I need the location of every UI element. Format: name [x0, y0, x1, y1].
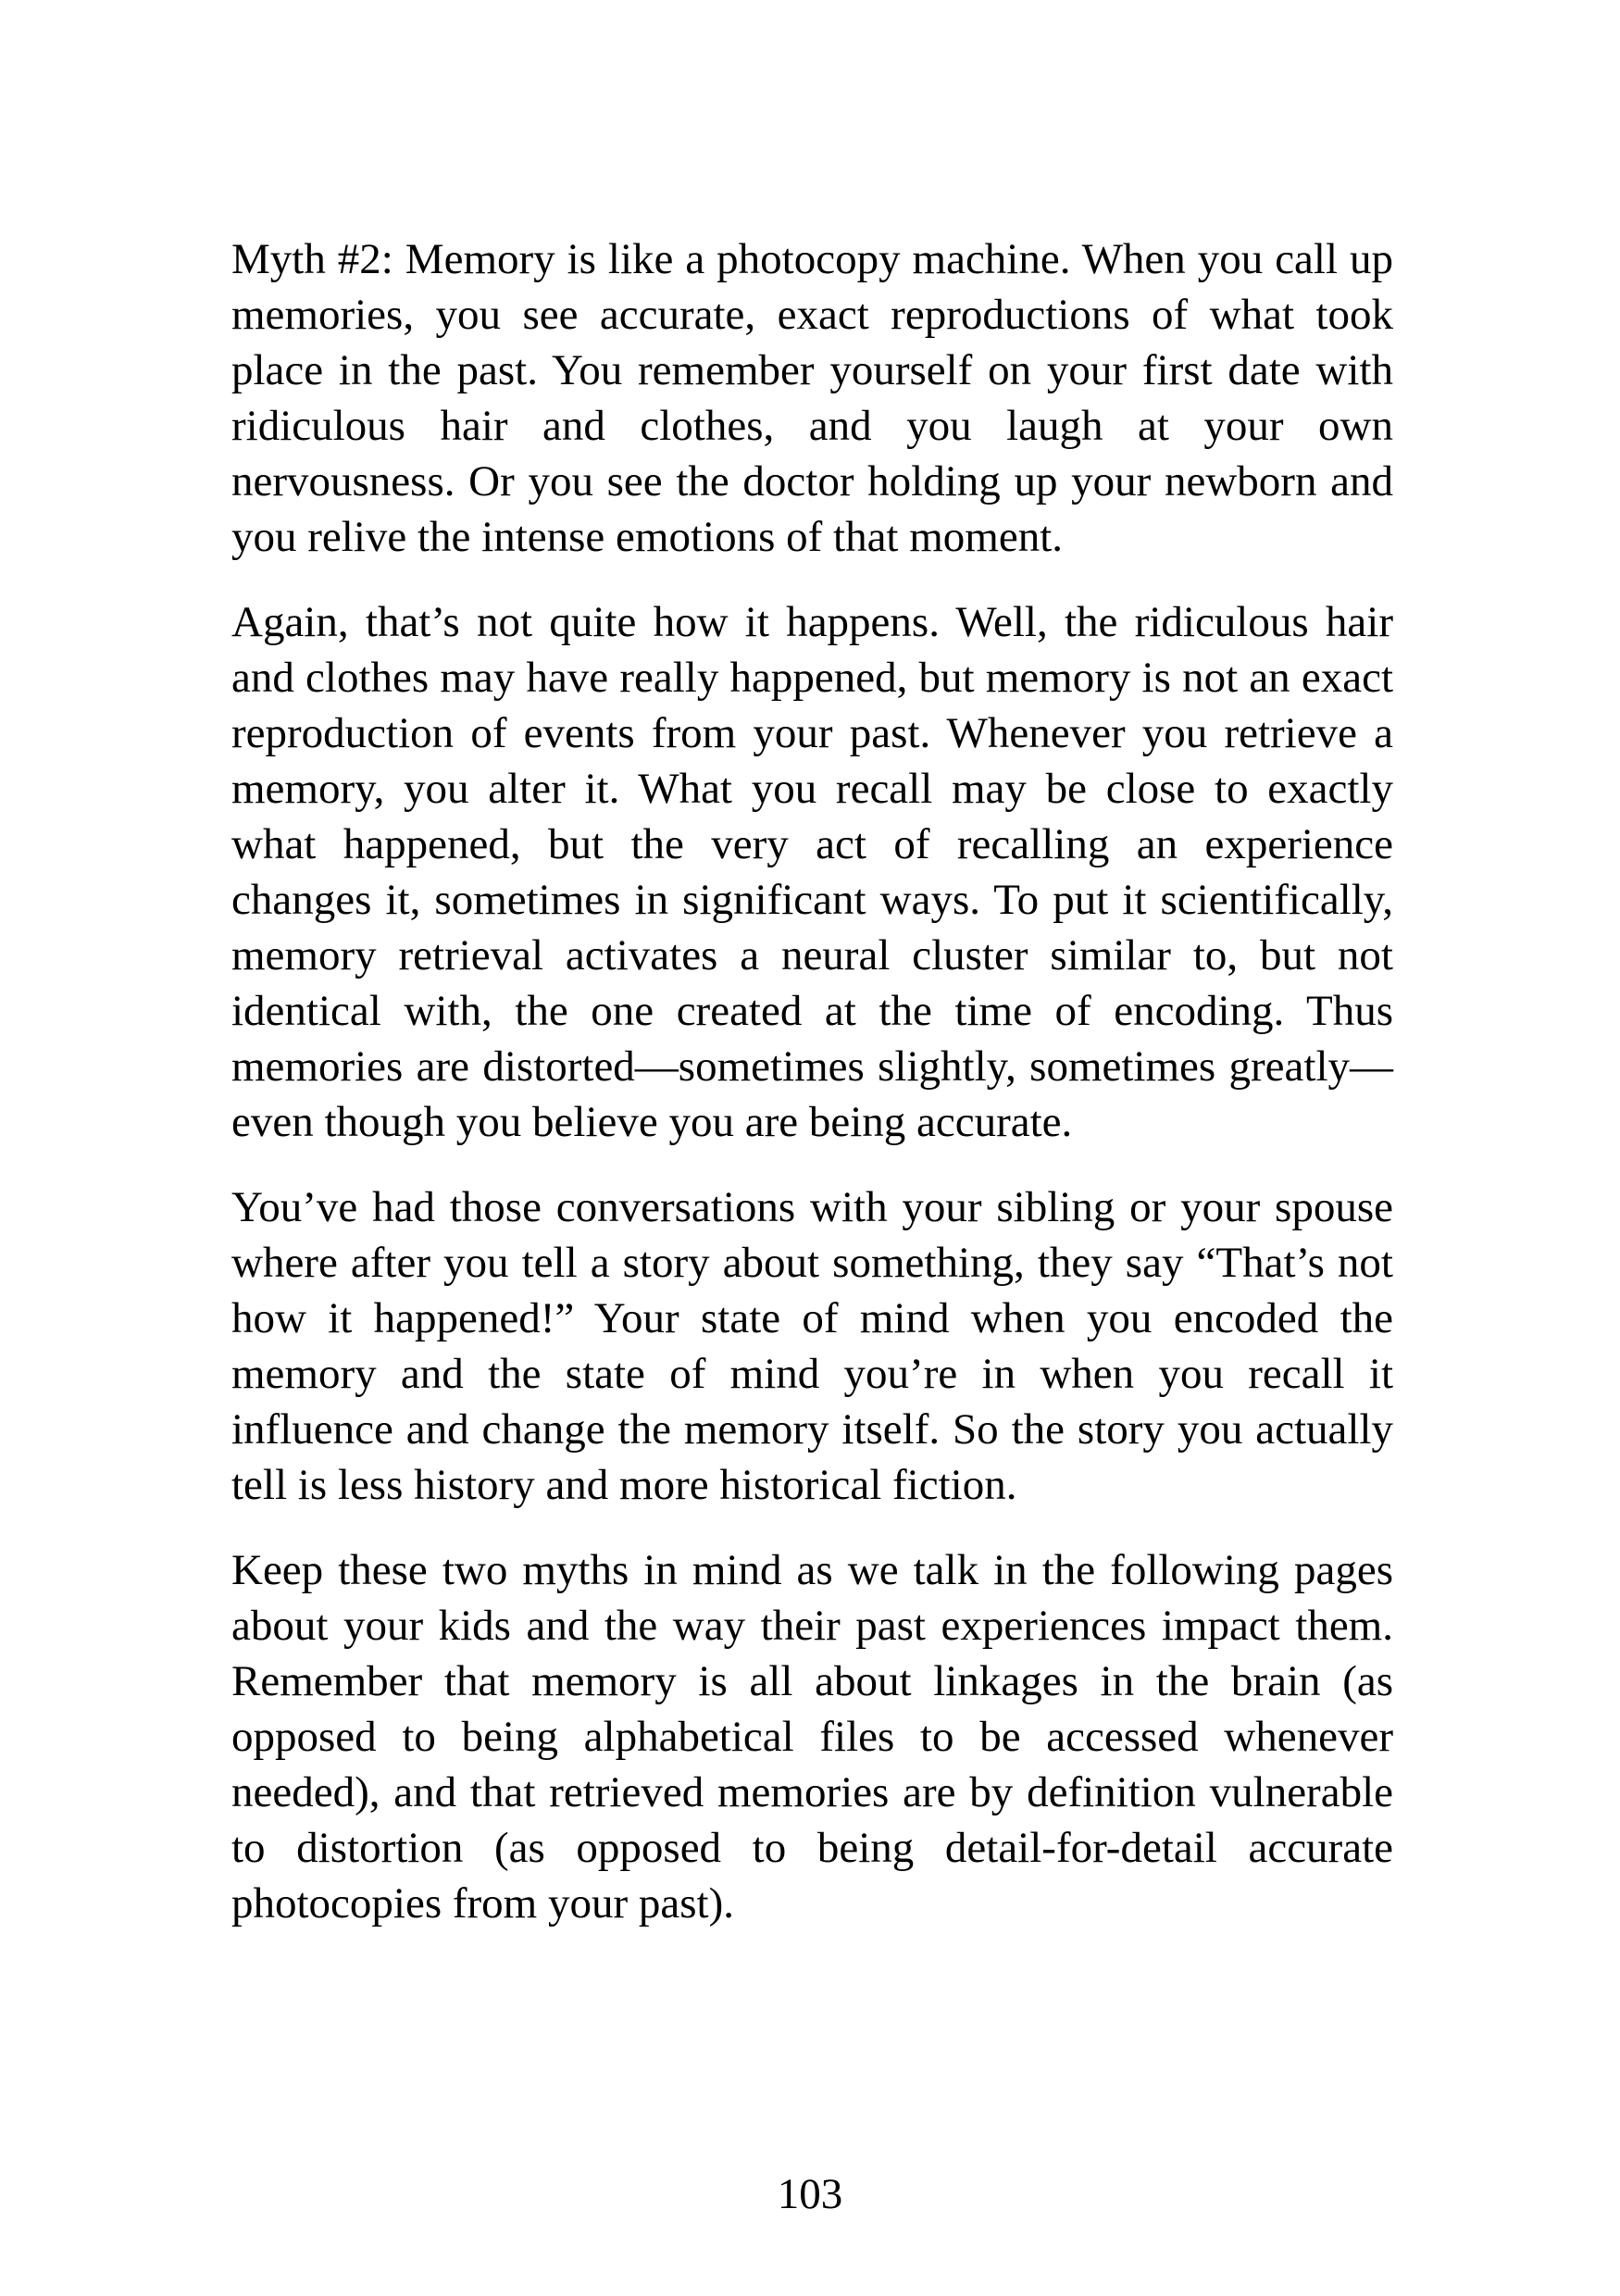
paragraph-keep-myths: Keep these two myths in mind as we talk in the following pages about your kids and the way their past experiences impact them. Remember that memory is all about linkages in the brain (as opposed to being alphabetical files to be accessed whenever needed), and that retrieved memories are by definition vulnerable to distortion (as opposed to being detail-for-detail accurate photocopies from your past). [231, 1546, 1393, 1928]
page-number: 103 [777, 2170, 843, 2218]
paragraph-conversations: You’ve had those conversations with your sibling or your spouse where after you tell a story about something, they say “That’s not how it happened!” Your state of mind when you encoded the memory and the state of mind you’re in when you recall it influence and change the memory itself. So the story you actually tell is less history and more historical fiction. [231, 1183, 1393, 1509]
paragraph-myth-2: Myth #2: Memory is like a photocopy machine. When you call up memories, you see accurate, exact reproductions of what took place in the past. You remember yourself on your first date with ridiculous hair and clothes, and you laugh at your own nervousness. Or you see the doctor holding up your newborn and you relive the intense emotions of that moment. [231, 235, 1393, 561]
paragraph-again: Again, that’s not quite how it happens. Well, the ridiculous hair and clothes may have really happened, but memory is not an exact reproduction of events from your past. Whenever you retrieve a memory, you alter it. What you recall may be close to exactly what happened, but the very act of recalling an experience changes it, sometimes in significant ways. To put it scientifically, memory retrieval activates a neural cluster similar to, but not identical with, the one created at the time of encoding. Thus memories are distorted—sometimes slightly, sometimes greatly—even though you believe you are being accurate. [231, 598, 1393, 1146]
body-text [231, 231, 1393, 1961]
